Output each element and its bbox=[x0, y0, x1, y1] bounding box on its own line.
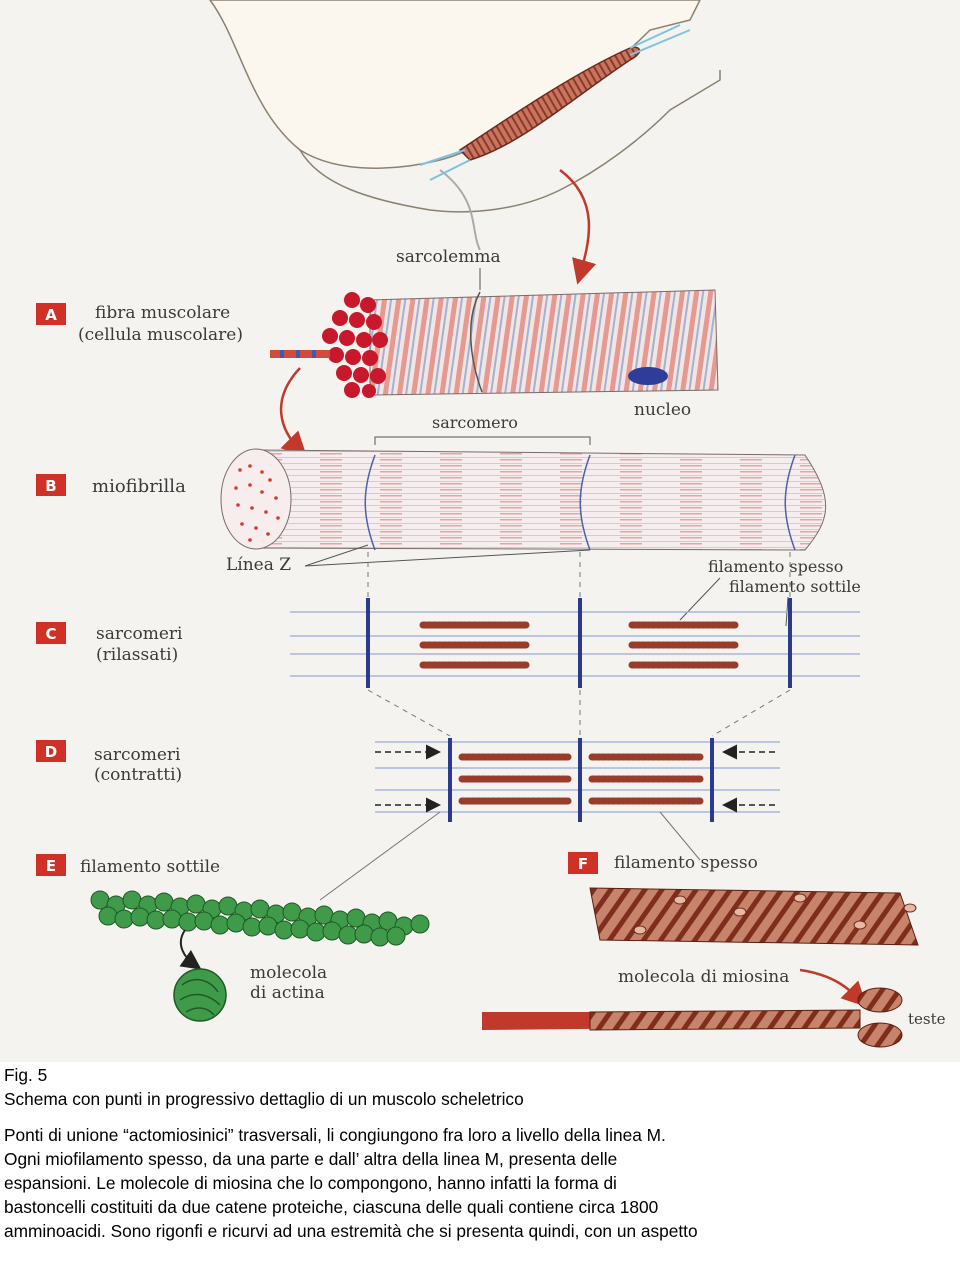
molecola-actina-label-2: di actina bbox=[250, 983, 325, 1003]
caption-body-line: bastoncelli costituiti da due catene proteiche, ciascuna delle quali contiene circa 1800 bbox=[4, 1197, 659, 1217]
caption-body-line: Ponti di unione “actomiosinici” trasversali, li congiungono fra loro a livello della linea M. bbox=[4, 1125, 666, 1145]
filamento-spesso-label-c: filamento spesso bbox=[708, 557, 844, 576]
caption-body-line: Ogni miofilamento spesso, da una parte e dall’ altra della linea M, presenta delle bbox=[4, 1149, 618, 1169]
caption-body-line: amminoacidi. Sono rigonfi e ricurvi ad una estremità che si presenta quindi, con un aspetto bbox=[4, 1221, 698, 1241]
figure-title: Schema con punti in progressivo dettaglio di un muscolo scheletrico bbox=[4, 1089, 524, 1109]
contracted-sarcomeres bbox=[375, 738, 780, 822]
filamento-sottile-label-c: filamento sottile bbox=[729, 577, 861, 596]
caption-body-line: espansioni. Le molecole di miosina che lo compongono, hanno infatti la forma di bbox=[4, 1173, 617, 1193]
nucleo-label: nucleo bbox=[634, 400, 692, 420]
panel-badge-f bbox=[568, 852, 598, 874]
svg-text:D: D bbox=[44, 743, 58, 761]
myosin-head-1 bbox=[858, 988, 902, 1012]
panel-c-label-2: (rilassati) bbox=[96, 645, 179, 665]
panel-badge-d bbox=[36, 740, 66, 762]
figure-caption bbox=[4, 1063, 954, 1243]
panel-badge-c bbox=[36, 622, 66, 644]
sarcolemma-label: sarcolemma bbox=[396, 247, 501, 267]
sarcomero-label: sarcomero bbox=[432, 413, 518, 432]
relaxed-sarcomeres bbox=[290, 557, 861, 688]
teste-label: teste bbox=[908, 1010, 946, 1028]
svg-text:C: C bbox=[45, 625, 57, 643]
panel-d-label-2: (contratti) bbox=[94, 765, 183, 785]
svg-text:E: E bbox=[45, 857, 57, 875]
svg-text:A: A bbox=[45, 306, 57, 324]
myosin-head-2 bbox=[858, 1023, 902, 1047]
panel-badge-a bbox=[36, 303, 66, 325]
panel-a-label-2: (cellula muscolare) bbox=[78, 325, 243, 345]
panel-c-label-1: sarcomeri bbox=[96, 624, 183, 644]
panel-f-label: filamento spesso bbox=[614, 853, 758, 873]
panel-b-label: miofibrilla bbox=[92, 476, 186, 497]
thin-filament-illustration bbox=[91, 891, 429, 1021]
molecola-miosina-label: molecola di miosina bbox=[618, 967, 790, 987]
linea-z-label: Línea Z bbox=[226, 555, 292, 575]
thick-filament-illustration bbox=[482, 888, 946, 1047]
panel-badge-b bbox=[36, 474, 66, 496]
panel-badge-e bbox=[36, 854, 66, 876]
guide-lines-cd bbox=[368, 690, 790, 736]
molecola-actina-label-1: molecola bbox=[250, 963, 328, 983]
nucleus bbox=[628, 367, 668, 385]
svg-text:B: B bbox=[45, 477, 57, 495]
panel-d-label-1: sarcomeri bbox=[94, 745, 181, 765]
svg-text:F: F bbox=[577, 855, 589, 873]
panel-e-label: filamento sottile bbox=[80, 857, 221, 877]
myofibril-illustration bbox=[221, 413, 826, 575]
panel-a-label-1: fibra muscolare bbox=[95, 303, 231, 323]
arm-illustration bbox=[210, 0, 720, 275]
figure-number: Fig. 5 bbox=[4, 1065, 48, 1085]
